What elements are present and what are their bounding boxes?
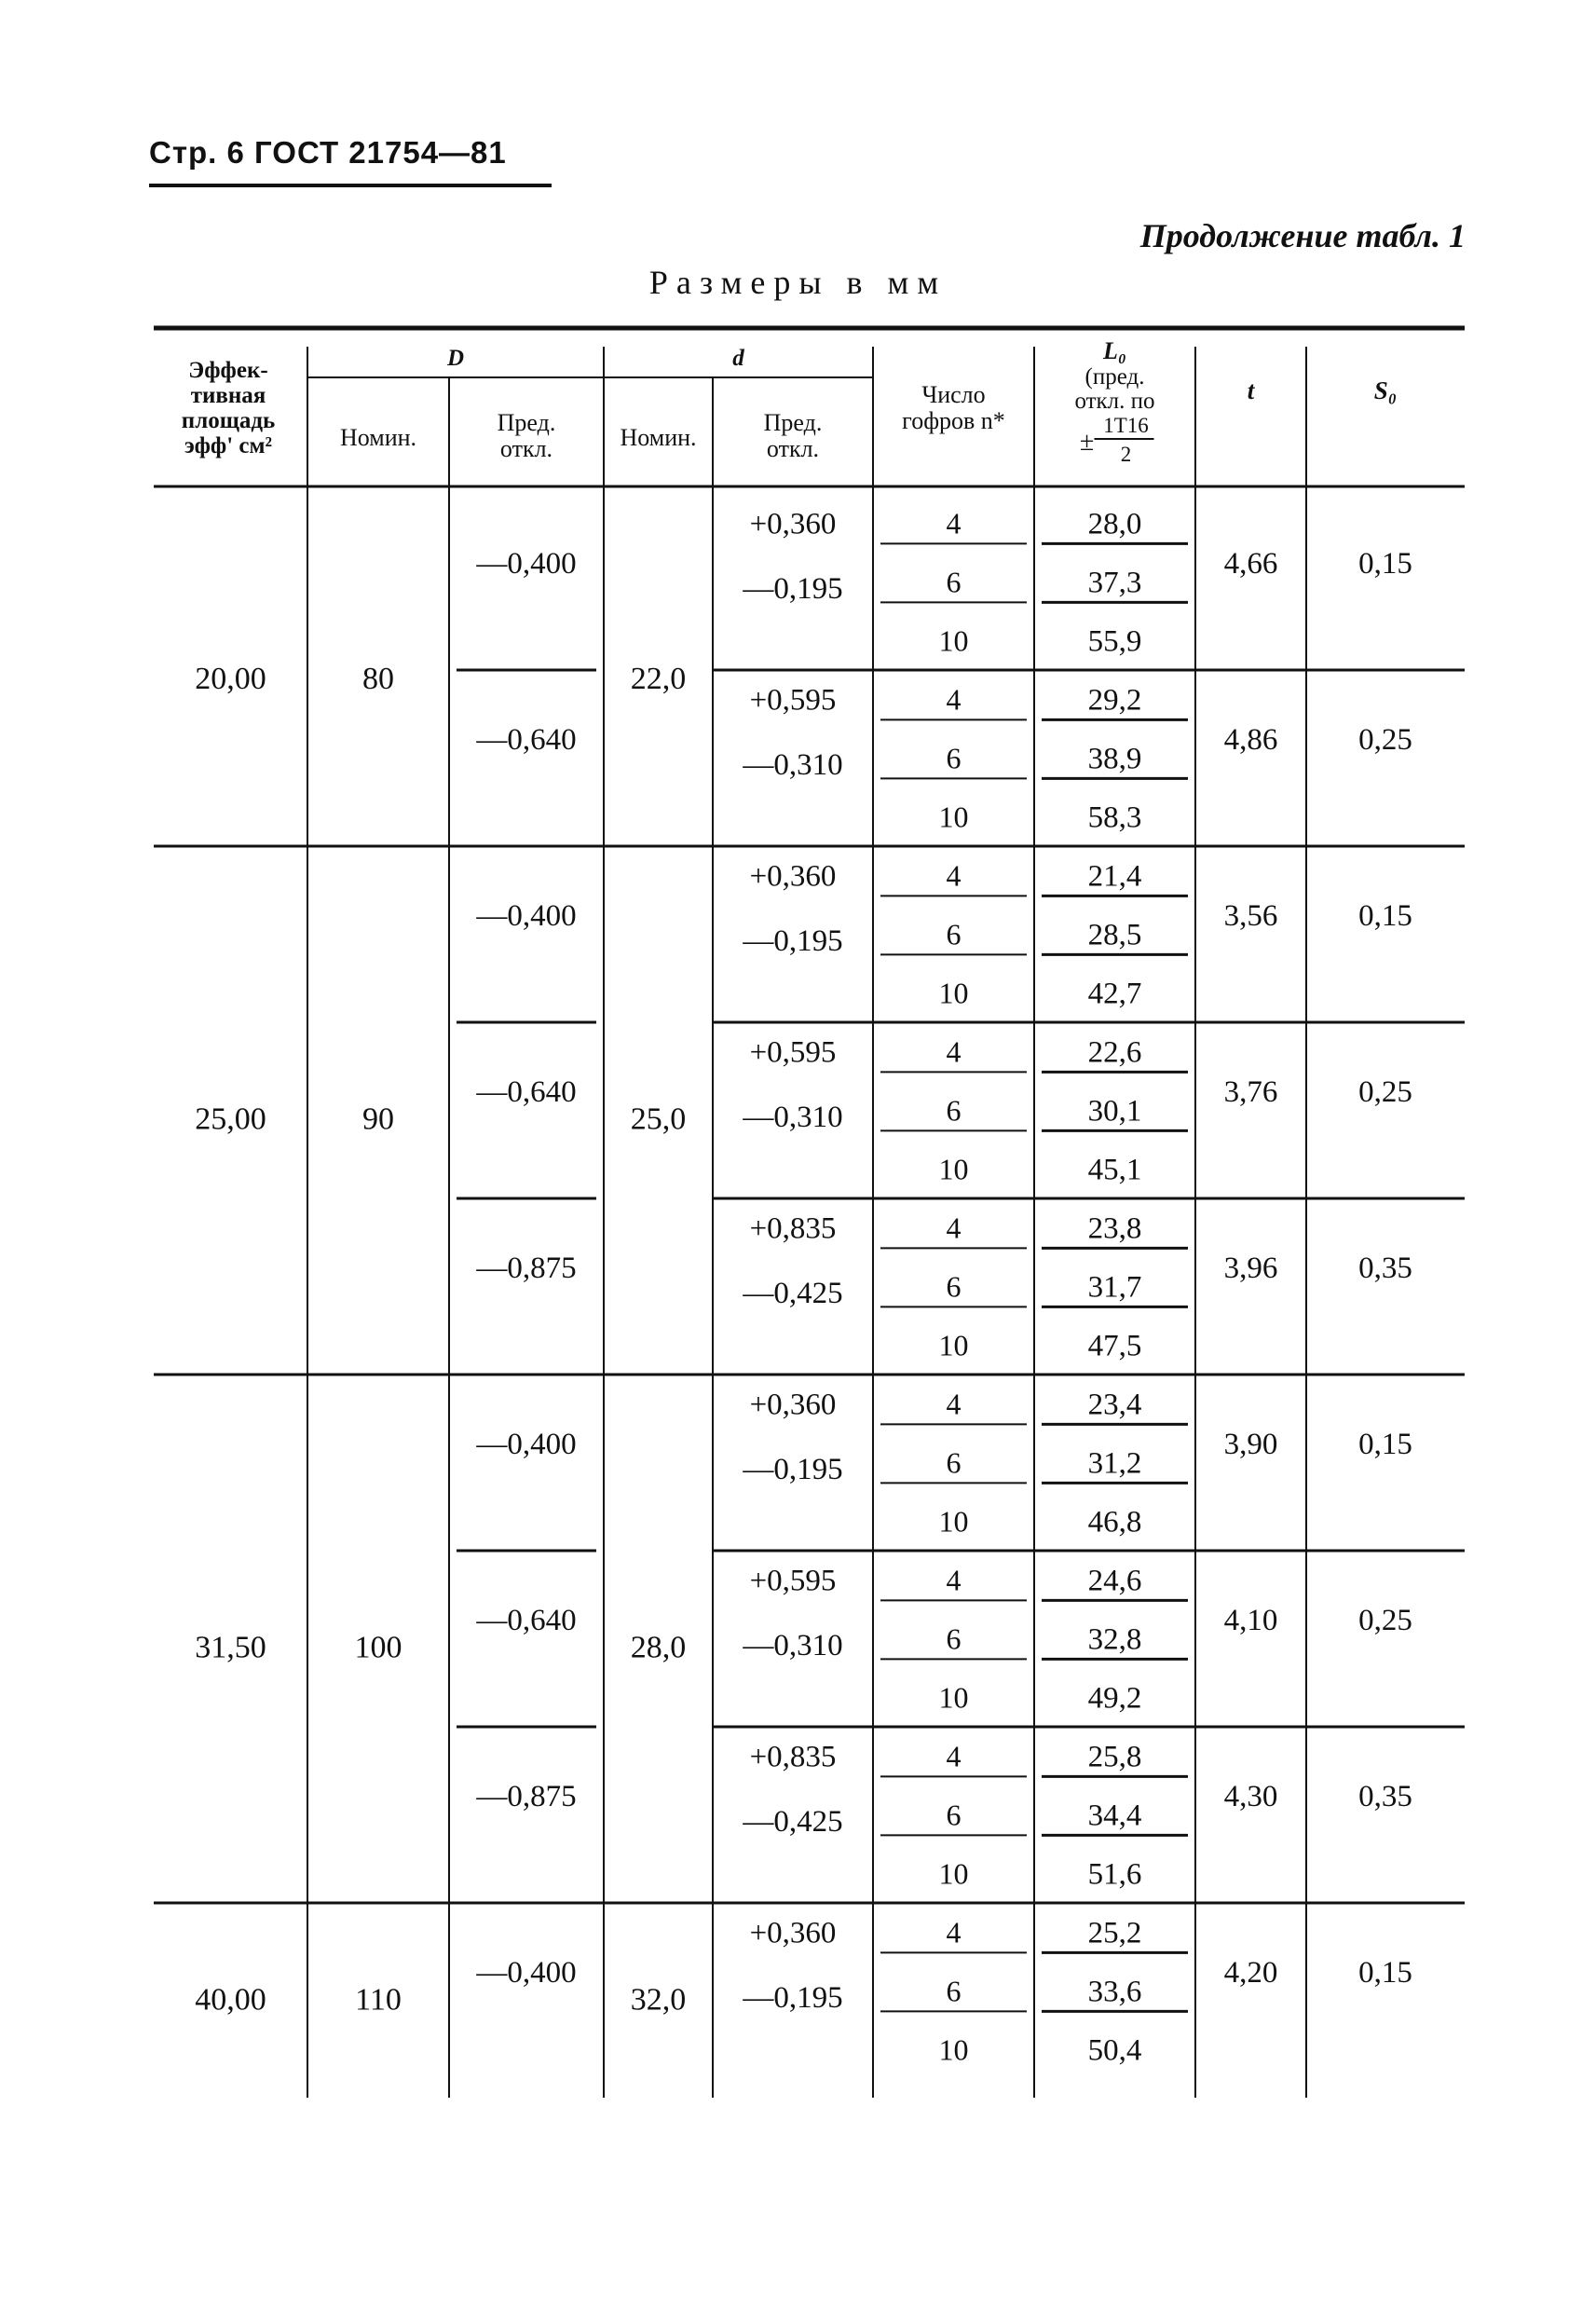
cell-d-nomin: 25,0 (630, 1101, 687, 1137)
cell-L0: 21,4 (1087, 859, 1142, 894)
cell-D-nomin: 90 (362, 1101, 394, 1137)
cell-L0: 46,8 (1087, 1505, 1142, 1539)
cell-d-dev-plus: +0,360 (749, 507, 837, 541)
cell-d-dev-plus: +0,835 (749, 1740, 837, 1774)
cell-d-nomin: 22,0 (630, 662, 687, 696)
continuation-caption: Продолжение табл. 1 (1139, 217, 1466, 254)
cell-n: 10 (938, 976, 969, 1010)
cell-D-dev: —0,400 (476, 547, 577, 581)
cell-d-dev-plus: +0,595 (749, 1564, 837, 1598)
header-area-line: Эффек- (188, 358, 268, 383)
cell-L0: 30,1 (1087, 1094, 1142, 1129)
cell-d-dev-minus: —0,195 (743, 1980, 843, 2015)
cell-S0: 0,15 (1358, 1956, 1412, 1990)
cell-n: 4 (946, 1915, 962, 1949)
cell-D-dev: —0,400 (476, 1956, 577, 1990)
header-L0-line: откл. по (1074, 389, 1155, 414)
cell-D-dev: —0,400 (476, 899, 577, 933)
cell-S0: 0,25 (1358, 1604, 1412, 1637)
cell-S0: 0,35 (1358, 1252, 1412, 1285)
cell-n: 10 (938, 1152, 969, 1186)
cell-t: 4,86 (1223, 723, 1278, 757)
cell-L0: 28,0 (1087, 507, 1142, 541)
header-area-line: эфф' см² (184, 433, 273, 458)
header-D-nomin: Номин. (339, 424, 417, 451)
cell-t: 3,96 (1223, 1252, 1278, 1285)
cell-L0: 32,8 (1087, 1622, 1142, 1657)
cell-L0: 50,4 (1087, 2033, 1142, 2068)
cell-d-nomin: 28,0 (630, 1630, 687, 1665)
cell-L0: 31,2 (1087, 1446, 1142, 1481)
cell-d-dev-plus: +0,595 (749, 1035, 837, 1070)
header-d-otkl: откл. (766, 435, 820, 462)
cell-L0: 22,6 (1087, 1035, 1142, 1070)
header-L0-line: (пред. (1084, 364, 1145, 390)
cell-t: 4,20 (1223, 1956, 1278, 1990)
cell-L0: 31,7 (1087, 1270, 1142, 1305)
cell-d-dev-minus: —0,425 (743, 1804, 843, 1839)
cell-L0: 28,5 (1087, 918, 1142, 952)
cell-L0: 33,6 (1087, 1975, 1142, 2009)
header-n-line: гофров n* (902, 407, 1005, 434)
cell-d-dev-minus: —0,195 (743, 571, 843, 606)
cell-n: 4 (946, 1387, 962, 1421)
cell-L0: 24,6 (1087, 1564, 1142, 1598)
cell-S0: 0,15 (1358, 547, 1412, 581)
cell-S0: 0,15 (1358, 899, 1412, 933)
cell-L0: 29,2 (1087, 683, 1142, 718)
cell-t: 3,56 (1223, 899, 1278, 933)
cell-n: 6 (946, 1269, 962, 1304)
cell-d-nomin: 32,0 (630, 1982, 687, 2018)
cell-d-dev-minus: —0,310 (743, 1628, 843, 1662)
cell-d-dev-plus: +0,835 (749, 1211, 837, 1246)
cell-L0: 34,4 (1087, 1799, 1142, 1833)
header-L0-pm: ± (1079, 428, 1095, 457)
header-L0: L₀ (1103, 337, 1126, 364)
cell-n: 6 (946, 1093, 962, 1128)
cell-n: 4 (946, 1211, 962, 1245)
cell-D-nomin: 100 (354, 1630, 402, 1665)
header-D-otkl: откл. (499, 435, 553, 462)
cell-n: 10 (938, 1680, 969, 1715)
cell-d-dev-minus: —0,310 (743, 1100, 843, 1134)
cell-n: 4 (946, 682, 962, 717)
cell-L0: 23,4 (1087, 1388, 1142, 1422)
cell-n: 4 (946, 858, 962, 893)
cell-D-nomin: 110 (355, 1982, 402, 2018)
cell-area: 40,00 (195, 1982, 266, 2018)
cell-D-dev: —0,640 (476, 1604, 577, 1637)
cell-n: 10 (938, 2032, 969, 2067)
cell-L0: 23,8 (1087, 1211, 1142, 1246)
cell-n: 4 (946, 1739, 962, 1773)
cell-n: 6 (946, 1445, 962, 1480)
cell-d-dev-plus: +0,595 (749, 683, 837, 718)
cell-L0: 25,8 (1087, 1740, 1142, 1774)
cell-t: 4,30 (1223, 1780, 1278, 1813)
cell-n: 10 (938, 1504, 969, 1539)
header-d: d (732, 346, 744, 371)
cell-area: 31,50 (195, 1630, 266, 1665)
cell-d-dev-plus: +0,360 (749, 1916, 837, 1950)
cell-n: 6 (946, 741, 962, 775)
cell-n: 6 (946, 565, 962, 599)
page-header: Стр. 6 ГОСТ 21754—81 (149, 135, 507, 170)
cell-L0: 55,9 (1087, 624, 1142, 659)
cell-L0: 47,5 (1087, 1329, 1142, 1363)
cell-D-dev: —0,640 (476, 1075, 577, 1109)
cell-D-dev: —0,640 (476, 723, 577, 757)
cell-L0: 25,2 (1087, 1916, 1142, 1950)
cell-d-dev-plus: +0,360 (749, 1388, 837, 1422)
cell-L0: 51,6 (1087, 1857, 1142, 1892)
cell-D-dev: —0,400 (476, 1428, 577, 1461)
header-d-nomin: Номин. (620, 424, 697, 451)
header-d-pred: Пред. (763, 409, 823, 436)
header-D: D (446, 346, 465, 371)
cell-S0: 0,15 (1358, 1428, 1412, 1461)
header-t: t (1247, 376, 1255, 404)
cell-n: 4 (946, 1034, 962, 1069)
cell-S0: 0,25 (1358, 723, 1412, 757)
cell-t: 3,90 (1223, 1428, 1278, 1461)
cell-D-nomin: 80 (362, 662, 394, 696)
cell-n: 10 (938, 1856, 969, 1891)
cell-L0: 45,1 (1087, 1153, 1142, 1187)
units-caption: Размеры в мм (648, 264, 948, 301)
cell-n: 10 (938, 623, 969, 658)
cell-n: 4 (946, 1563, 962, 1597)
cell-t: 4,66 (1223, 547, 1278, 581)
cell-n: 6 (946, 917, 962, 951)
cell-d-dev-minus: —0,195 (743, 923, 843, 958)
header-area-line: площадь (181, 408, 276, 433)
cell-t: 4,10 (1223, 1604, 1278, 1637)
cell-d-dev-plus: +0,360 (749, 859, 837, 894)
cell-t: 3,76 (1223, 1075, 1278, 1109)
cell-n: 10 (938, 1328, 969, 1362)
header-L0-den: 2 (1120, 443, 1132, 466)
cell-S0: 0,25 (1358, 1075, 1412, 1109)
cell-L0: 58,3 (1087, 800, 1142, 835)
cell-n: 10 (938, 800, 969, 834)
header-area-line: тивная (190, 383, 266, 408)
cell-n: 6 (946, 1974, 962, 2008)
cell-L0: 38,9 (1087, 742, 1142, 776)
cell-area: 25,00 (195, 1101, 266, 1137)
cell-L0: 37,3 (1087, 566, 1142, 600)
header-L0-num: 1T16 (1103, 414, 1149, 437)
header-D-pred: Пред. (497, 409, 556, 436)
cell-n: 6 (946, 1798, 962, 1832)
cell-area: 20,00 (195, 662, 266, 696)
cell-L0: 42,7 (1087, 977, 1142, 1011)
cell-L0: 49,2 (1087, 1681, 1142, 1716)
cell-d-dev-minus: —0,310 (743, 747, 843, 782)
cell-D-dev: —0,875 (476, 1252, 577, 1285)
cell-d-dev-minus: —0,195 (743, 1452, 843, 1486)
cell-D-dev: —0,875 (476, 1780, 577, 1813)
cell-d-dev-minus: —0,425 (743, 1276, 843, 1310)
cell-n: 6 (946, 1621, 962, 1656)
cell-n: 4 (946, 506, 962, 540)
header-S0: S₀ (1373, 376, 1398, 404)
cell-S0: 0,35 (1358, 1780, 1412, 1813)
header-n-line: Число (921, 381, 986, 408)
